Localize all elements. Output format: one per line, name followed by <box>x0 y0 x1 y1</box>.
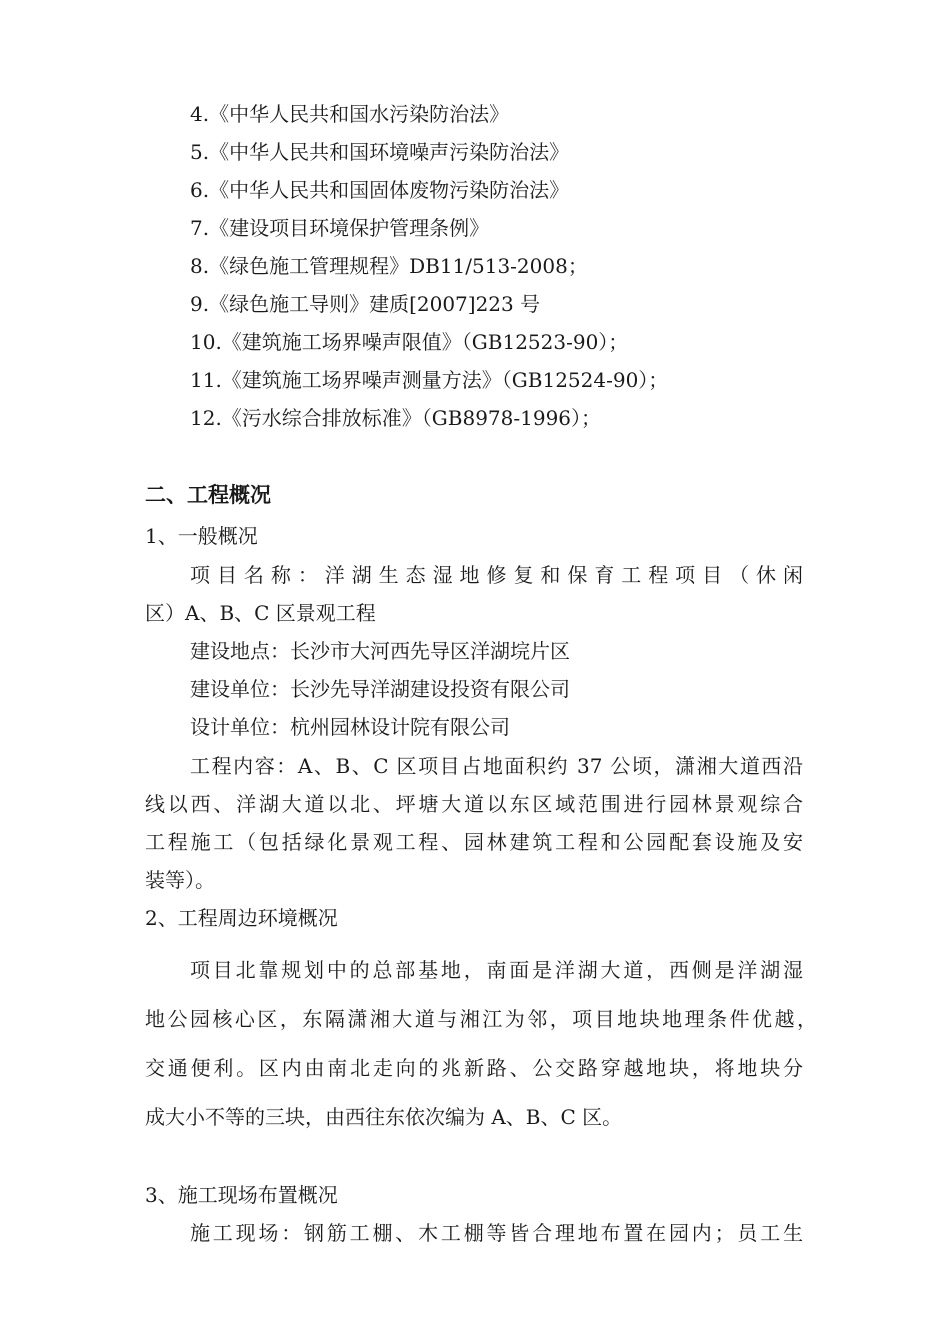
project-content-line1: 工程内容：A、B、C 区项目占地面积约 37 公顷，潇湘大道西沿 <box>190 754 803 778</box>
construction-unit: 建设单位：长沙先导洋湖建设投资有限公司 <box>190 677 570 701</box>
surroundings-line1: 项目北靠规划中的总部基地，南面是洋湖大道，西侧是洋湖湿 <box>190 958 803 982</box>
project-content-line4: 装等）。 <box>145 868 215 892</box>
reference-item-10: 10.《建筑施工场界噪声限值》（GB12523-90）； <box>190 330 629 354</box>
site-layout-line1: 施工现场：钢筋工棚、木工棚等皆合理地布置在园内；员工生 <box>190 1221 803 1245</box>
reference-item-6: 6.《中华人民共和国固体废物污染防治法》 <box>190 178 570 202</box>
reference-item-12: 12.《污水综合排放标准》（GB8978-1996）； <box>190 406 602 430</box>
subsection-title-site-layout: 3、施工现场布置概况 <box>145 1183 338 1207</box>
project-name-line2: 区）A、B、C 区景观工程 <box>145 601 376 625</box>
reference-item-11: 11.《建筑施工场界噪声测量方法》（GB12524-90）； <box>190 368 669 392</box>
construction-location: 建设地点：长沙市大河西先导区洋湖垸片区 <box>190 639 570 663</box>
reference-item-4: 4.《中华人民共和国水污染防治法》 <box>190 102 510 126</box>
section-heading: 二、工程概况 <box>145 482 271 507</box>
project-content-line3: 工程施工（包括绿化景观工程、园林建筑工程和公园配套设施及安 <box>145 830 803 854</box>
reference-item-7: 7.《建设项目环境保护管理条例》 <box>190 216 490 240</box>
project-name-line1: 项目名称：洋湖生态湿地修复和保育工程项目（休闲 <box>190 563 803 587</box>
reference-item-5: 5.《中华人民共和国环境噪声污染防治法》 <box>190 140 570 164</box>
design-unit: 设计单位：杭州园林设计院有限公司 <box>190 715 510 739</box>
subsection-title-general: 1、一般概况 <box>145 524 258 548</box>
surroundings-line4: 成大小不等的三块，由西往东依次编为 A、B、C 区。 <box>145 1105 623 1129</box>
reference-item-9: 9.《绿色施工导则》建质[2007]223 号 <box>190 292 541 316</box>
surroundings-line3: 交通便利。区内由南北走向的兆新路、公交路穿越地块，将地块分 <box>145 1056 803 1080</box>
surroundings-line2: 地公园核心区，东隔潇湘大道与湘江为邻，项目地块地理条件优越， <box>145 1007 817 1031</box>
project-content-line2: 线以西、洋湖大道以北、坪塘大道以东区域范围进行园林景观综合 <box>145 792 803 816</box>
reference-item-8: 8.《绿色施工管理规程》DB11/513-2008； <box>190 254 588 278</box>
subsection-title-surroundings: 2、工程周边环境概况 <box>145 906 338 930</box>
